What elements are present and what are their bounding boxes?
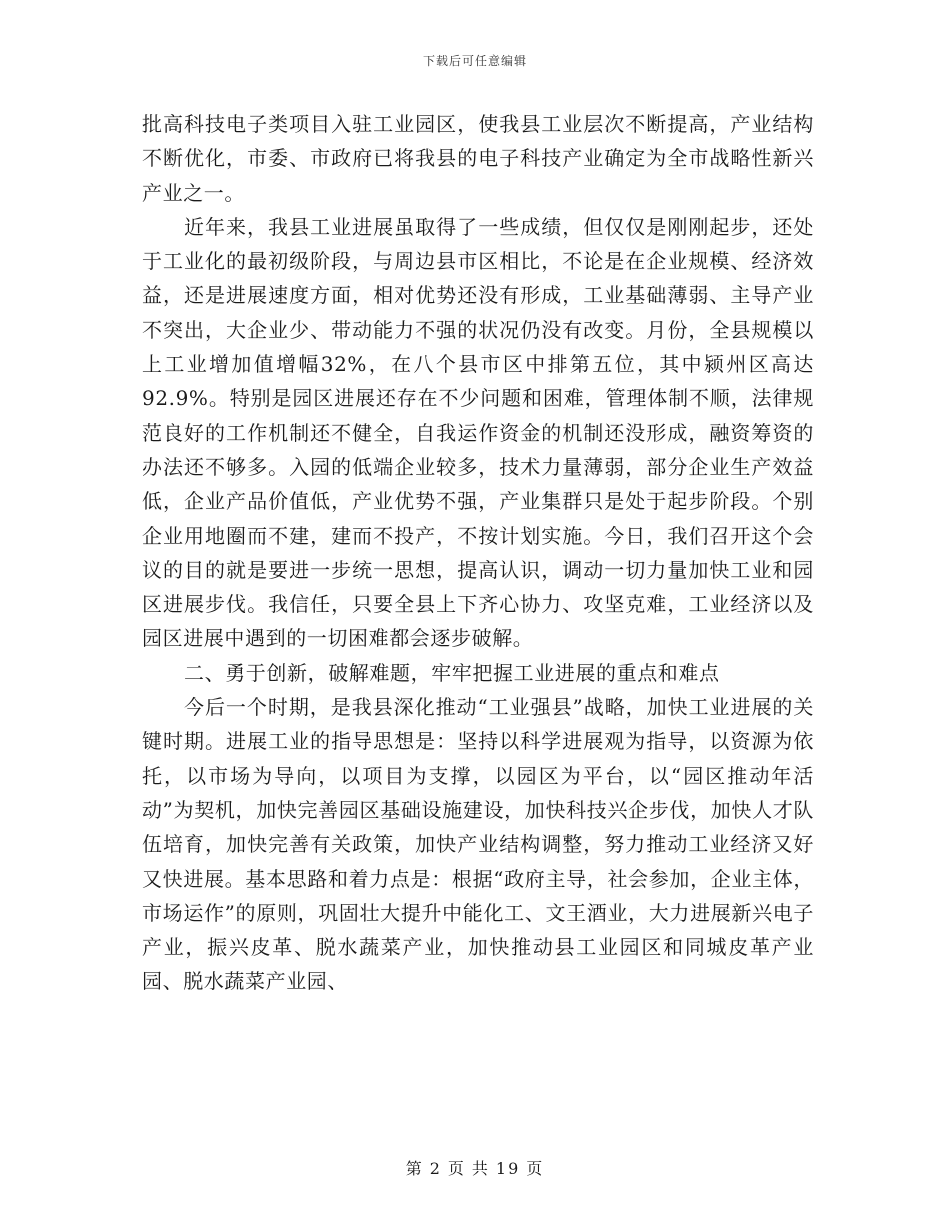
- paragraph-3: 今后一个时期，是我县深化推动“工业强县”战略，加快工业进展的关键时期。进展工业的指导思想是：坚持以科学进展观为指导，以资源为依托，以市场为导向，以项目为支撑，以园区为平台，以“园区推动年活动”为契机，加快完善园区基础设施建设，加快科技兴企步伐，加快人才队伍培育，加快完善有关政策，加快产业结构调整，努力推动工业经济又好又快进展。基本思路和着力点是：根据“政府主导，社会参加，企业主体，市场运作”的原则，巩固壮大提升中能化工、文王酒业，大力进展新兴电子产业，振兴皮革、脱水蔬菜产业，加快推动县工业园区和同城皮革产业园、脱水蔬菜产业园、: [142, 695, 814, 994]
- page-footer: [0, 1156, 950, 1179]
- footer-label-total-unit: 页: [526, 1159, 545, 1178]
- footer-label-page: 第: [405, 1159, 424, 1178]
- page-header: 下载后可任意编辑: [422, 54, 527, 68]
- document-body: [142, 107, 814, 999]
- footer-label-total: 共: [471, 1159, 490, 1178]
- section-heading: 二、勇于创新，破解难题，牢牢把握工业进展的重点和难点: [184, 660, 720, 685]
- paragraph-1: 批高科技电子类项目入驻工业园区，使我县工业层次不断提高，产业结构不断优化，市委、市政府已将我县的电子科技产业确定为全市战略性新兴产业之一。: [142, 112, 814, 205]
- footer-label-page-unit: 页: [447, 1159, 466, 1178]
- footer-current-page: 2: [429, 1159, 442, 1178]
- footer-total-pages: 19: [495, 1159, 521, 1178]
- paragraph-2: 近年来，我县工业进展虽取得了一些成绩，但仅仅是刚刚起步，还处于工业化的最初级阶段，与周边县市区相比，不论是在企业规模、经济效益，还是进展速度方面，相对优势还没有形成，工业基础薄弱、主导产业不突出，大企业少、带动能力不强的状况仍没有改变。月份，全县规模以上工业增加值增幅32%，在八个县市区中排第五位，其中颍州区高达92.9%。特别是园区进展还存在不少问题和困难，管理体制不顺，法律规范良好的工作机制还不健全，自我运作资金的机制还没形成，融资筹资的办法还不够多。入园的低端企业较多，技术力量薄弱，部分企业生产效益低，企业产品价值低，产业优势不强，产业集群只是处于起步阶段。个别企业用地圈而不建，建而不投产，不按计划实施。今日，我们召开这个会议的目的就是要进一步统一思想，提高认识，调动一切力量加快工业和园区进展步伐。我信任，只要全县上下齐心协力、攻坚克难，工业经济以及园区进展中遇到的一切困难都会逐步破解。: [142, 214, 814, 651]
